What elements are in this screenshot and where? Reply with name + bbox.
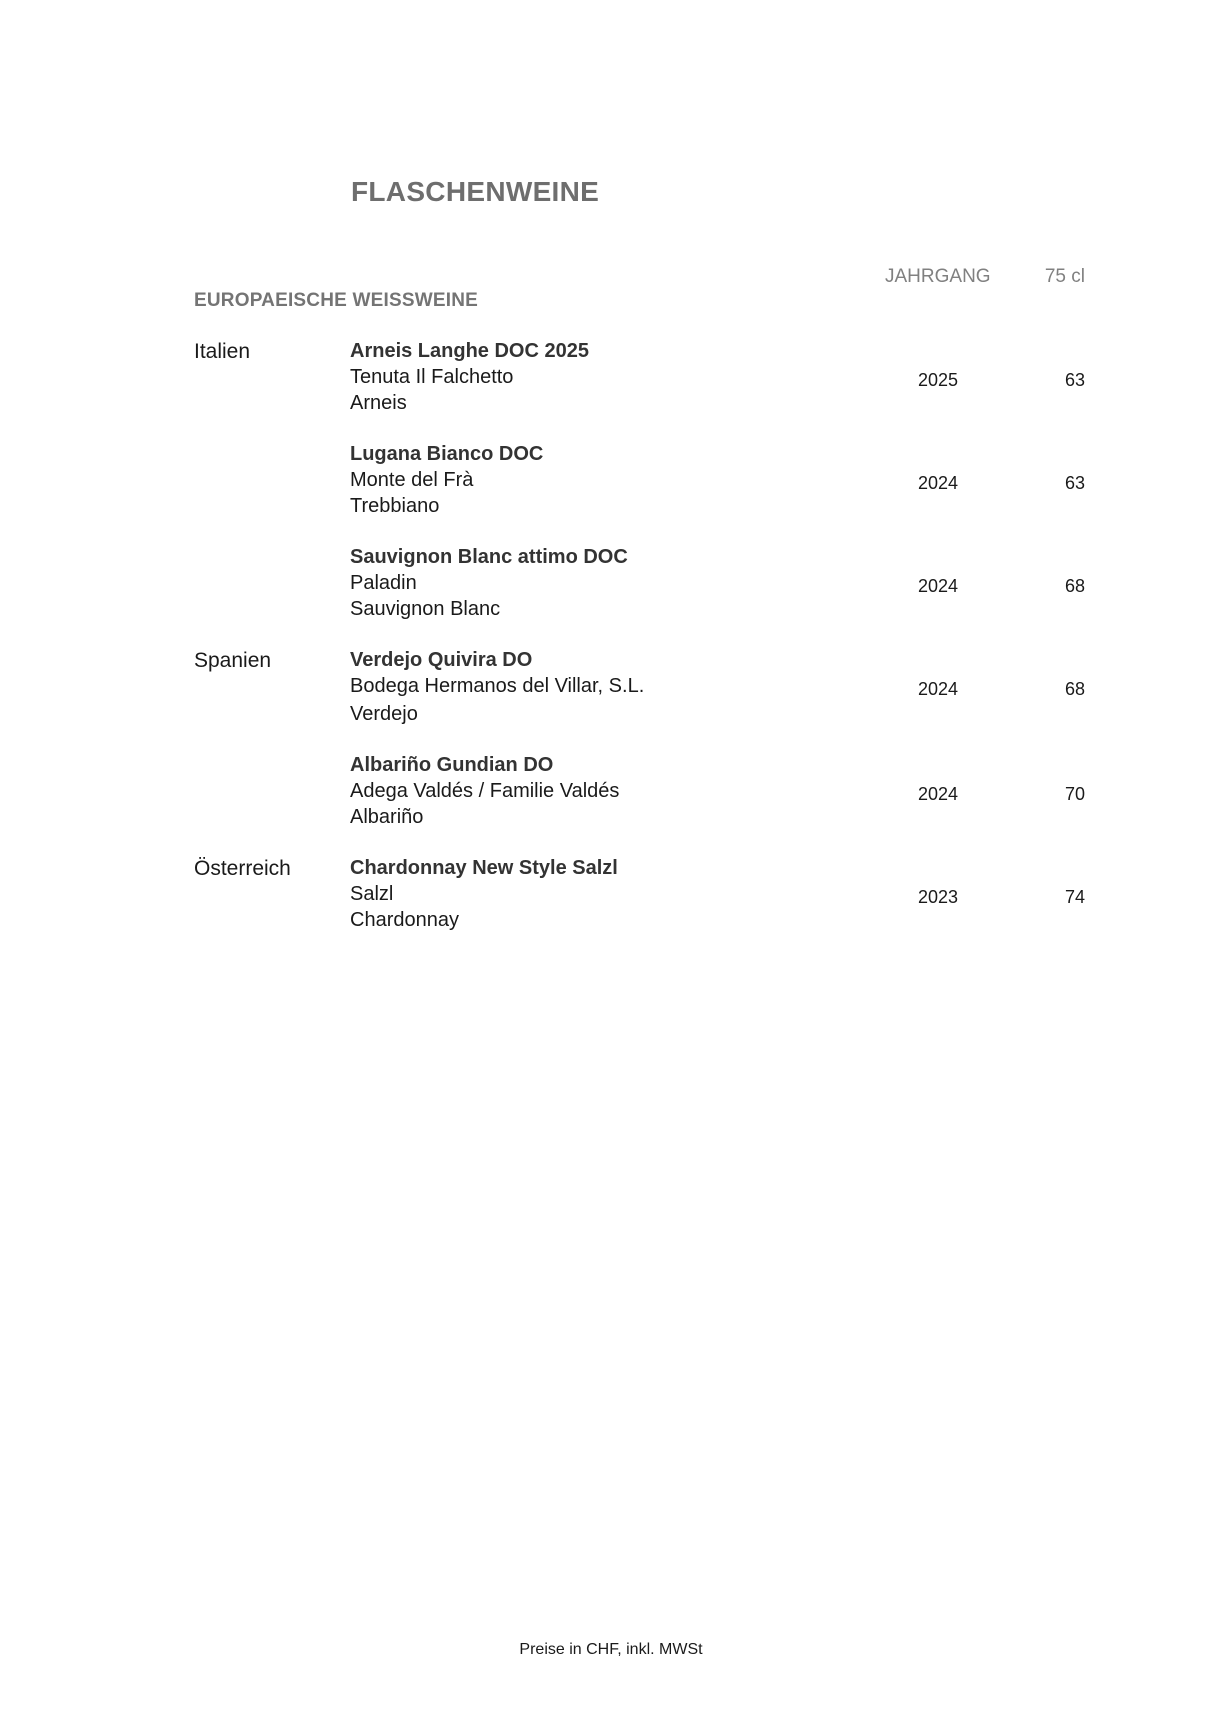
- wine-producer: Adega Valdés / Familie Valdés: [350, 780, 620, 802]
- wine-name: Verdejo Quivira DO: [350, 649, 533, 671]
- country-label: Österreich: [194, 857, 291, 880]
- wine-grape: Trebbiano: [350, 495, 440, 517]
- wine-vintage: 2025: [918, 370, 959, 390]
- wine-entry: [0, 754, 1222, 834]
- wine-price: 70: [1064, 784, 1085, 804]
- wine-price: 74: [1064, 887, 1085, 907]
- wine-entry: [0, 340, 1222, 420]
- wine-producer: Bodega Hermanos del Villar, S.L.: [350, 675, 645, 697]
- wine-name: Chardonnay New Style Salzl: [350, 857, 618, 879]
- wine-vintage: 2024: [918, 784, 959, 804]
- bottle-size-column-header: 75 cl: [1044, 266, 1085, 287]
- wine-producer: Tenuta Il Falchetto: [350, 366, 514, 388]
- wine-price: 68: [1064, 576, 1085, 596]
- wine-entry: [0, 857, 1222, 937]
- country-label: Spanien: [194, 649, 272, 672]
- wine-price: 68: [1064, 679, 1085, 699]
- wine-grape: Verdejo: [350, 703, 418, 725]
- wine-name: Sauvignon Blanc attimo DOC: [350, 546, 628, 568]
- wine-name: Arneis Langhe DOC 2025: [350, 340, 589, 362]
- page-title: FLASCHENWEINE: [351, 176, 600, 207]
- country-label: Italien: [194, 340, 251, 363]
- wine-vintage: 2024: [918, 679, 959, 699]
- wine-name: Albariño Gundian DO: [350, 754, 554, 776]
- wine-entry: [0, 443, 1222, 523]
- wine-name: Lugana Bianco DOC: [350, 443, 544, 465]
- wine-price: 63: [1064, 473, 1085, 493]
- wine-price: 63: [1064, 370, 1085, 390]
- wine-producer: Salzl: [350, 883, 394, 905]
- wine-producer: Paladin: [350, 572, 417, 594]
- wine-entry: [0, 649, 1222, 729]
- wine-vintage: 2023: [918, 887, 959, 907]
- wine-entry: [0, 546, 1222, 626]
- section-title: EUROPAEISCHE WEISSWEINE: [194, 290, 479, 311]
- wine-grape: Arneis: [350, 392, 407, 414]
- price-footnote: Preise in CHF, inkl. MWSt: [519, 1641, 703, 1658]
- wine-vintage: 2024: [918, 576, 959, 596]
- wine-grape: Sauvignon Blanc: [350, 598, 501, 620]
- wine-grape: Albariño: [350, 806, 424, 828]
- wine-producer: Monte del Frà: [350, 469, 474, 491]
- wine-grape: Chardonnay: [350, 909, 459, 931]
- wine-vintage: 2024: [918, 473, 959, 493]
- vintage-column-header: JAHRGANG: [885, 266, 991, 287]
